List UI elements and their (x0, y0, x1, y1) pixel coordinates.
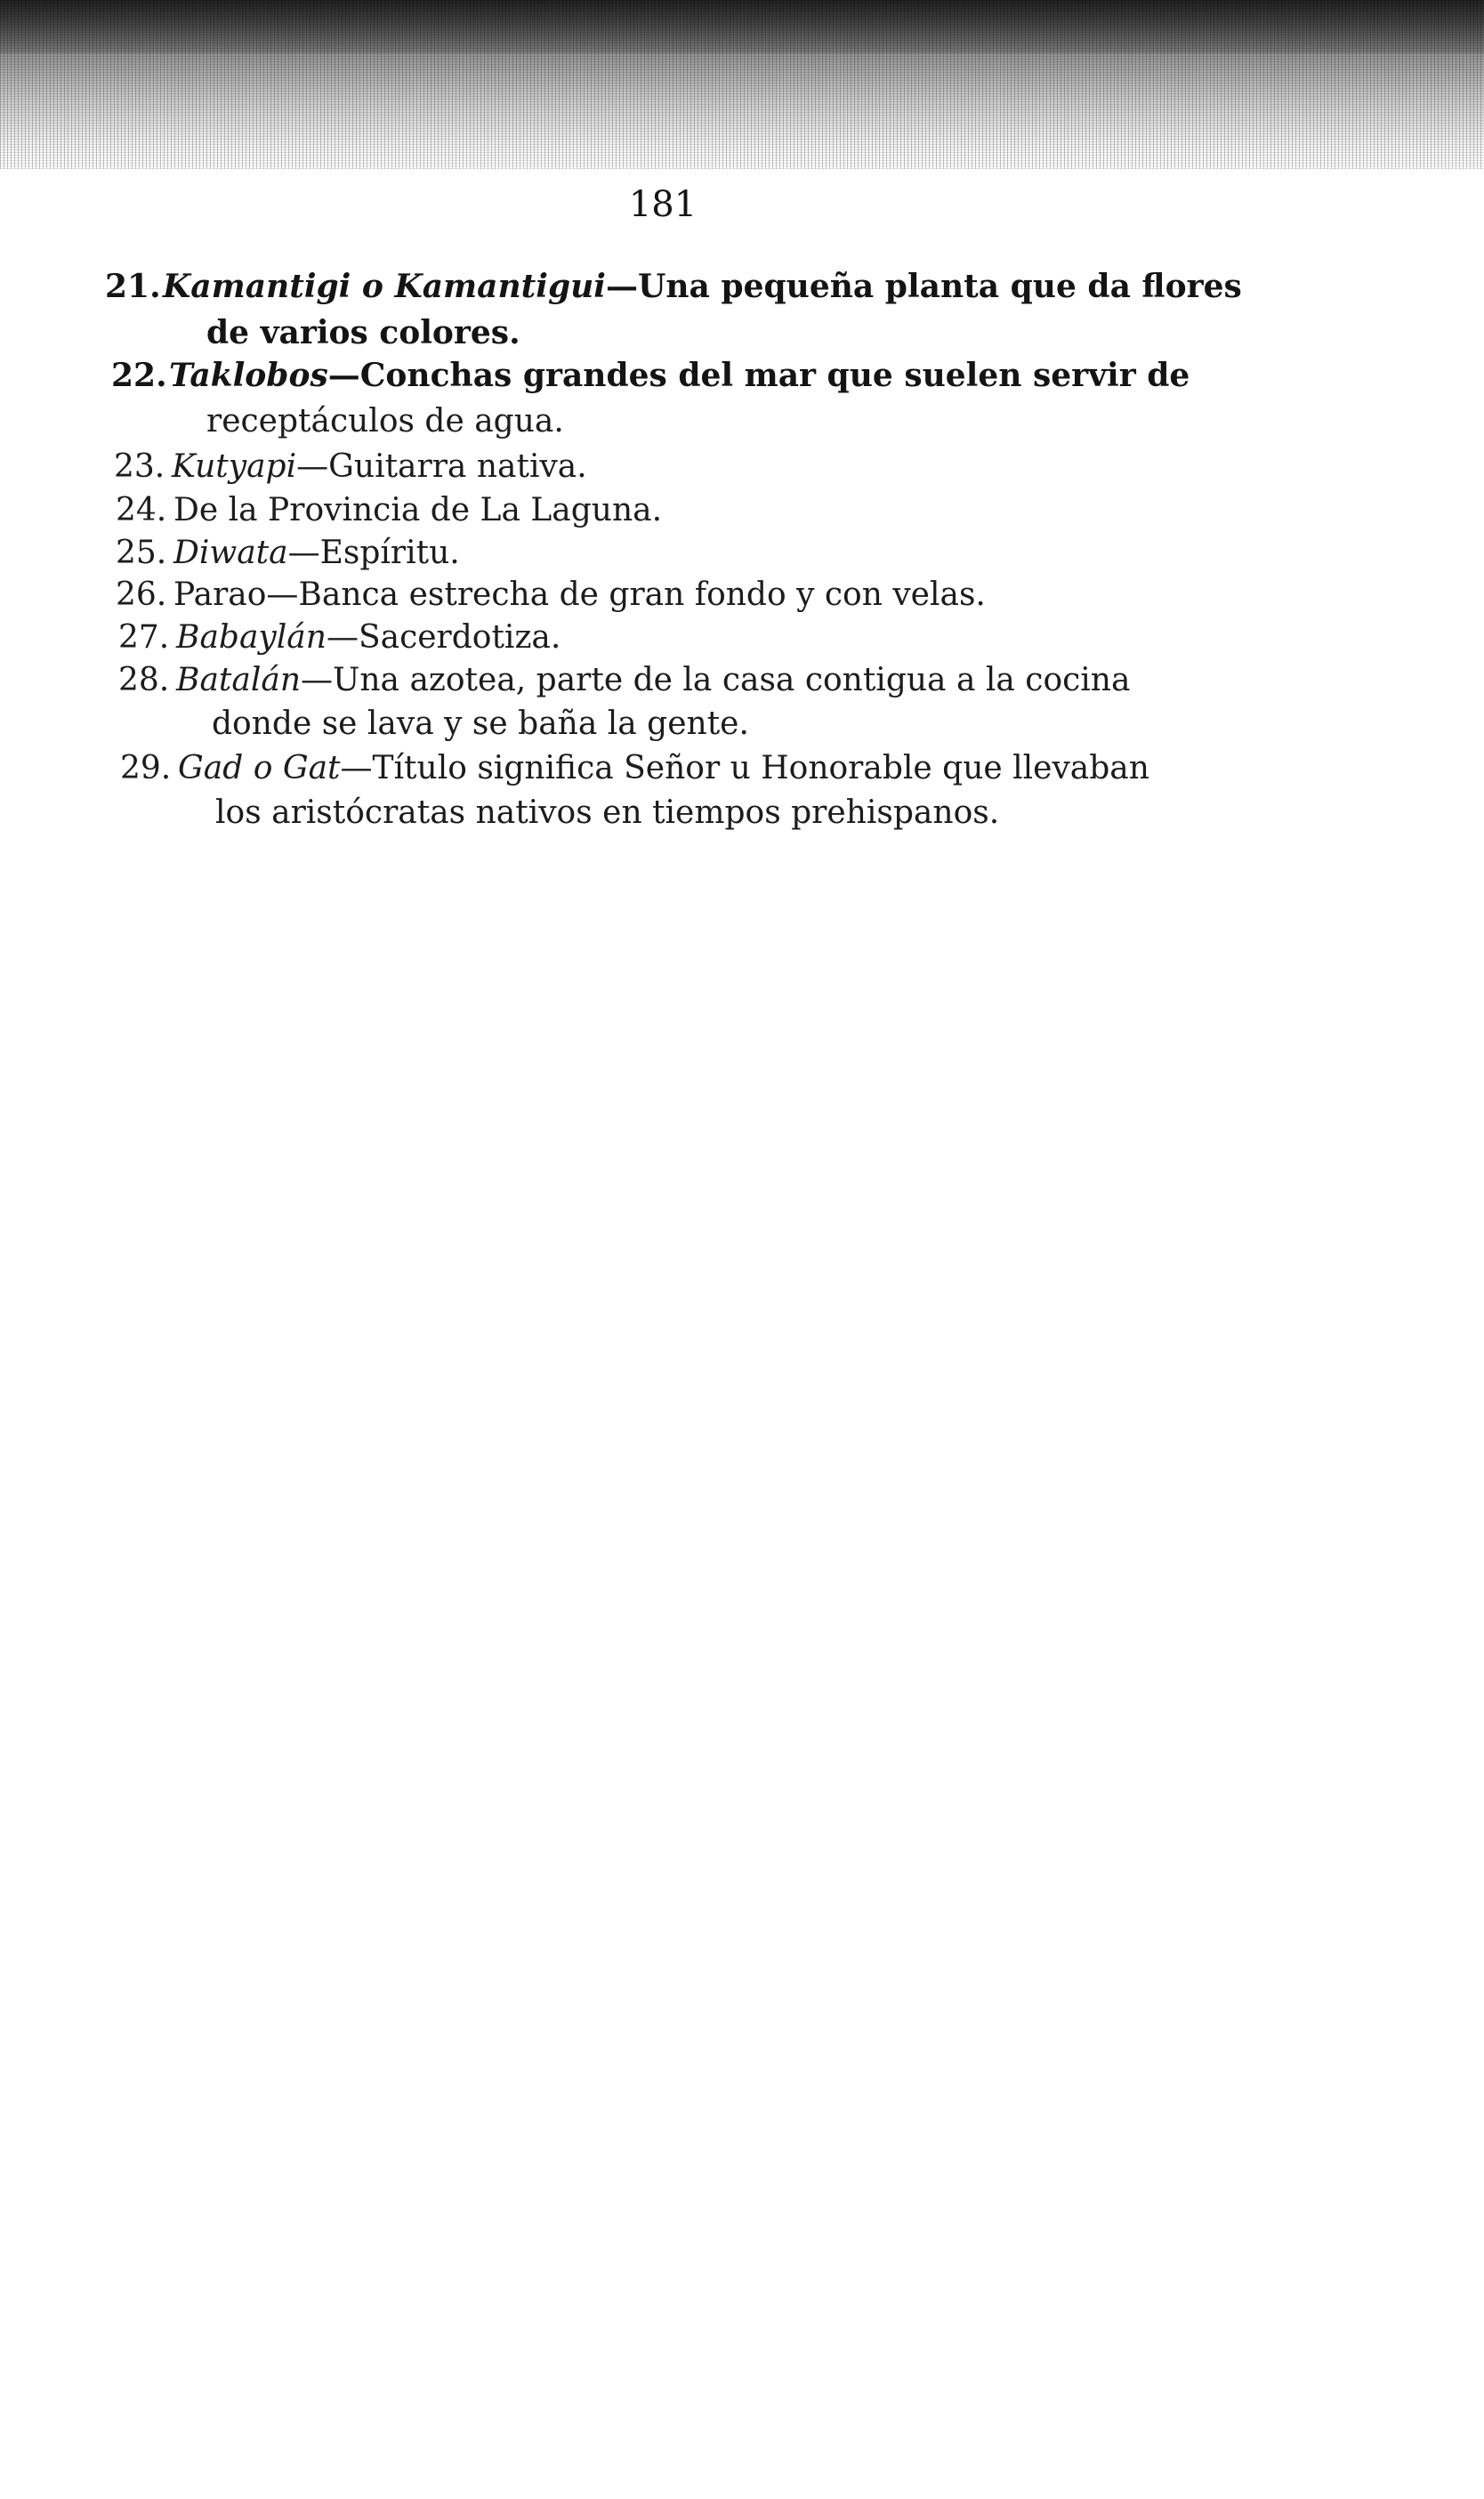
note-definition: Título significa Señor u Honorable que llevaban (372, 750, 1149, 786)
note-21-continuation (206, 313, 520, 352)
note-definition: Conchas grandes del mar que suelen servir de (359, 357, 1190, 394)
note-definition: Una pequeña planta que da flores (637, 268, 1242, 305)
note-definition: Parao—Banca estrecha de gran fondo y con velas. (173, 576, 986, 613)
note-dash: — (340, 750, 373, 786)
note-number: 22. (111, 357, 167, 394)
note-29 (120, 749, 1149, 788)
note-term: Gad o Gat (178, 750, 341, 786)
page-number: 181 (628, 184, 698, 225)
note-number: 26. (116, 576, 167, 613)
note-dash: — (327, 357, 360, 394)
note-dash: — (287, 535, 320, 571)
note-term: Diwata (173, 535, 288, 571)
note-dash: — (301, 662, 334, 698)
note-definition: De la Provincia de La Laguna. (173, 492, 663, 528)
note-term: Kutyapi (172, 448, 297, 485)
note-definition-cont: de varios colores. (206, 314, 520, 351)
note-23 (114, 447, 587, 487)
note-dash: — (296, 448, 329, 485)
note-21 (105, 267, 1242, 306)
note-number: 28. (118, 662, 170, 698)
note-27 (118, 618, 561, 657)
note-29-continuation (215, 794, 999, 833)
note-term: Taklobos (169, 357, 328, 394)
note-definition: Guitarra nativa. (328, 448, 587, 485)
note-term: Kamantigi o Kamantigui (163, 268, 606, 305)
note-definition: Una azotea, parte de la casa contigua a la cocina (333, 662, 1131, 698)
note-number: 29. (120, 750, 172, 786)
note-28-continuation (212, 705, 749, 744)
note-number: 23. (114, 448, 165, 485)
note-definition-cont: receptáculos de agua. (206, 403, 564, 439)
note-25 (116, 534, 460, 573)
note-term: Batalán (176, 662, 302, 698)
note-number: 25. (116, 535, 167, 571)
note-24 (116, 491, 662, 530)
note-22-continuation (206, 402, 564, 441)
note-number: 27. (118, 619, 170, 656)
note-22 (111, 356, 1190, 395)
note-definition: Sacerdotiza. (358, 619, 561, 656)
note-dash: — (326, 619, 359, 656)
note-26 (116, 576, 986, 615)
note-28 (118, 661, 1130, 700)
note-definition-cont: donde se lava y se baña la gente. (212, 705, 749, 742)
note-term: Babaylán (176, 619, 327, 656)
note-number: 24. (116, 492, 167, 528)
note-definition: Espíritu. (319, 535, 460, 571)
note-definition-cont: los aristócratas nativos en tiempos prehispanos. (215, 794, 1000, 831)
note-dash: — (605, 268, 638, 305)
note-number: 21. (105, 268, 161, 305)
